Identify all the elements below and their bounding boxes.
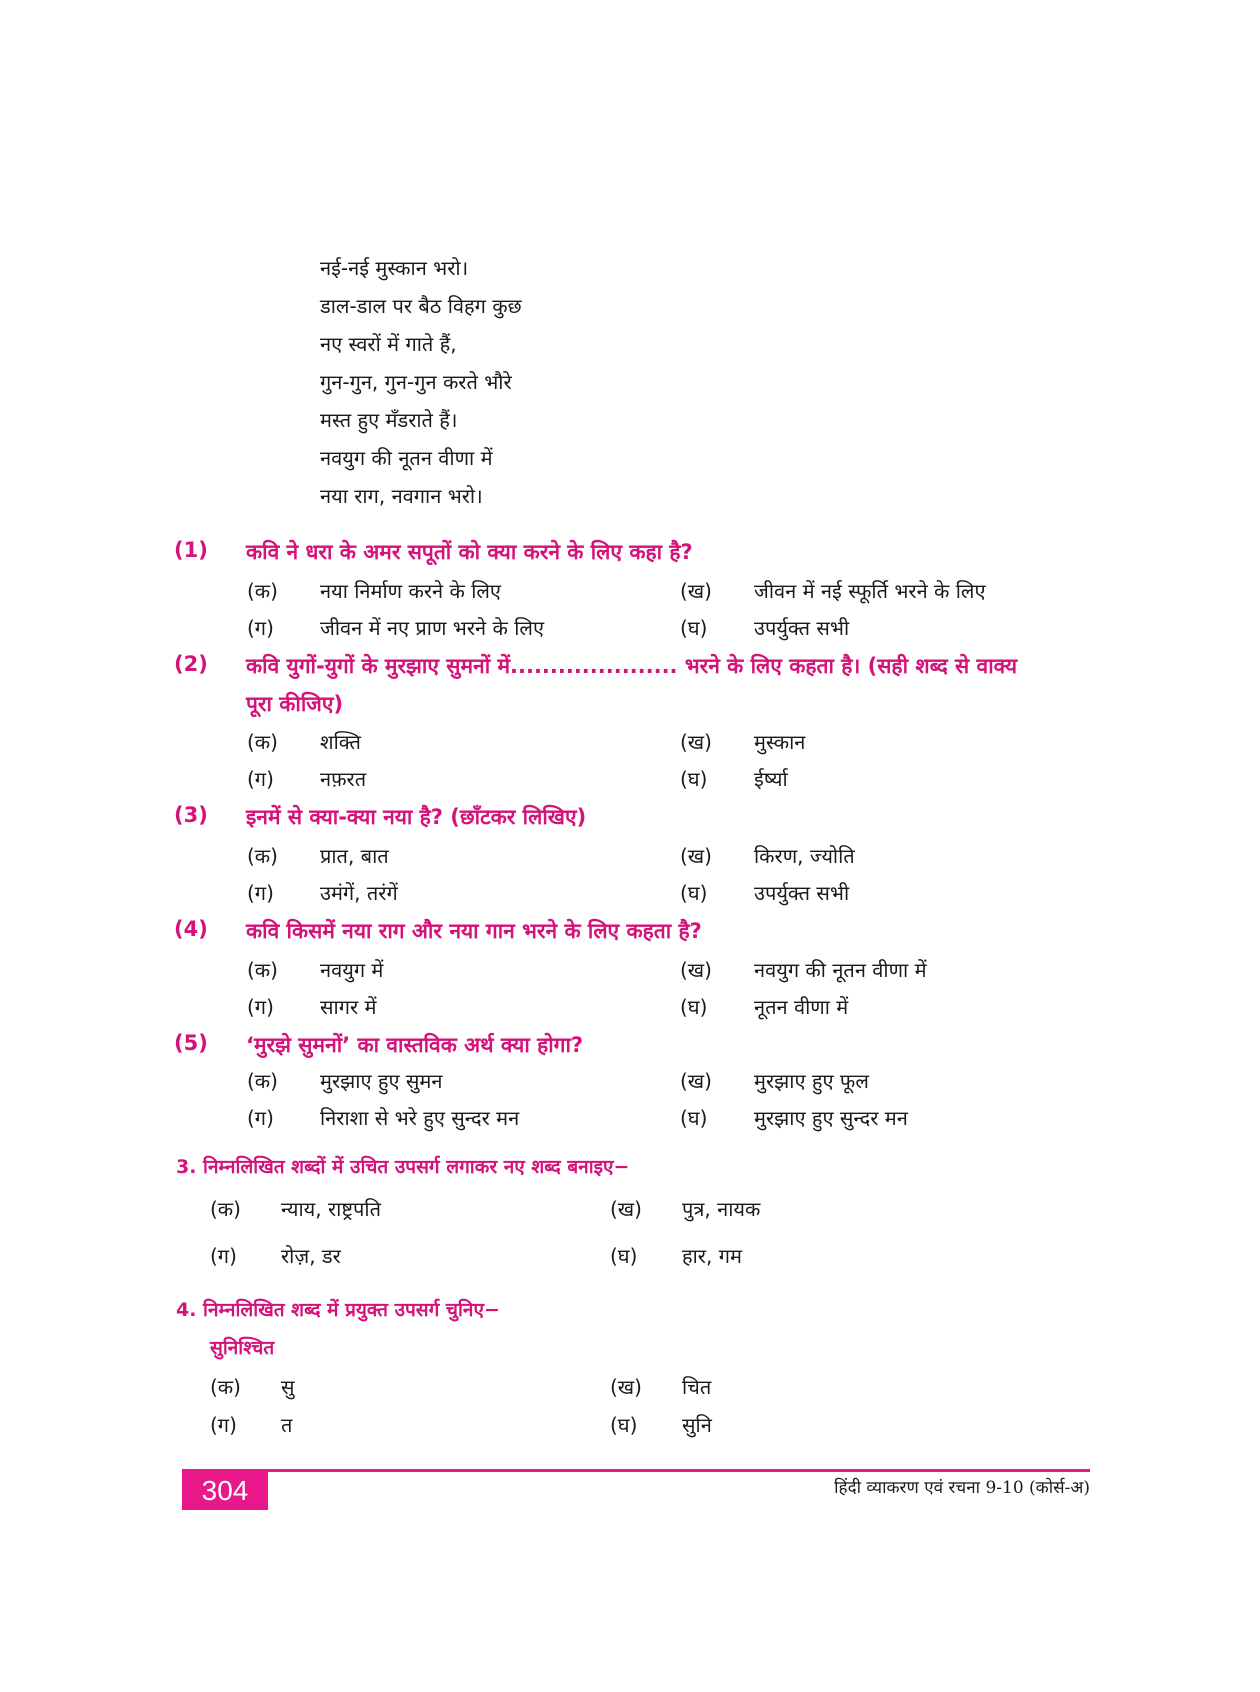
question-number: (2): [174, 652, 208, 676]
section-4-title: 4. निम्नलिखित शब्द में प्रयुक्त उपसर्ग चुनिए−: [176, 1299, 500, 1321]
option-text: उमंगें, तरंगें: [320, 881, 398, 905]
option-text: चित: [682, 1375, 712, 1399]
option-label: (ख): [680, 844, 712, 868]
option-label: (क): [210, 1197, 241, 1221]
section-3-title: 3. निम्नलिखित शब्दों में उचित उपसर्ग लगाकर नए शब्द बनाइए−: [176, 1156, 630, 1178]
option-label: (क): [247, 958, 278, 982]
poem-line: नया राग, नवगान भरो।: [320, 484, 483, 508]
option-label: (क): [247, 579, 278, 603]
poem-line: गुन-गुन, गुन-गुन करते भौरे: [320, 370, 512, 394]
poem-line: मस्त हुए मँडराते हैं।: [320, 408, 458, 432]
option-text: त: [281, 1413, 293, 1437]
question-number: (4): [174, 917, 208, 941]
option-text: मुरझाए हुए सुन्दर मन: [754, 1106, 908, 1130]
option-text: नया निर्माण करने के लिए: [320, 579, 501, 603]
option-label: (घ): [680, 995, 708, 1019]
option-label: (घ): [610, 1413, 638, 1437]
option-text: मुस्कान: [754, 730, 806, 754]
option-text: शक्ति: [320, 730, 361, 754]
option-label: (ग): [247, 881, 274, 905]
option-text: पुत्र, नायक: [682, 1197, 761, 1221]
question-text: कवि किसमें नया राग और नया गान भरने के लिए कहता है?: [246, 919, 702, 943]
question-number: (3): [174, 803, 208, 827]
option-text: किरण, ज्योति: [754, 844, 855, 868]
option-label: (क): [210, 1375, 241, 1399]
option-label: (ग): [247, 995, 274, 1019]
option-label: (ग): [210, 1244, 237, 1268]
option-text: मुरझाए हुए सुमन: [320, 1069, 443, 1093]
option-label: (क): [247, 730, 278, 754]
page-number: 304: [182, 1472, 268, 1510]
option-label: (घ): [610, 1244, 638, 1268]
option-label: (क): [247, 1069, 278, 1093]
question-text: कवि ने धरा के अमर सपूतों को क्या करने के लिए कहा है?: [246, 540, 693, 564]
option-label: (ख): [610, 1375, 642, 1399]
option-label: (ग): [247, 767, 274, 791]
question-number: (5): [174, 1031, 208, 1055]
question-text: इनमें से क्या-क्या नया है? (छाँटकर लिखिए): [246, 805, 587, 829]
poem-line: नवयुग की नूतन वीणा में: [320, 446, 493, 470]
footer-rule: [182, 1469, 1090, 1472]
section-4-word: सुनिश्चित: [210, 1337, 275, 1359]
poem-line: नए स्वरों में गाते हैं,: [320, 332, 457, 356]
option-label: (ग): [210, 1413, 237, 1437]
option-label: (ग): [247, 1106, 274, 1130]
option-text: जीवन में नई स्फूर्ति भरने के लिए: [754, 579, 986, 603]
option-text: निराशा से भरे हुए सुन्दर मन: [320, 1106, 520, 1130]
question-text: कवि युगों-युगों के मुरझाए सुमनों में..................... भरने के लिए कहता है। (सही शब्द से वाक्य: [246, 654, 1018, 678]
option-label: (ख): [680, 958, 712, 982]
option-text: नवयुग में: [320, 958, 384, 982]
option-text: प्रात, बात: [320, 844, 389, 868]
option-text: उपर्युक्त सभी: [754, 881, 850, 905]
option-text: नूतन वीणा में: [754, 995, 849, 1019]
option-label: (घ): [680, 616, 708, 640]
option-text: सुनि: [682, 1413, 712, 1437]
option-text: सु: [281, 1375, 295, 1399]
option-label: (घ): [680, 881, 708, 905]
option-text: हार, गम: [682, 1244, 742, 1268]
poem-line: डाल-डाल पर बैठ विहग कुछ: [320, 294, 522, 318]
option-text: उपर्युक्त सभी: [754, 616, 850, 640]
option-text: नवयुग की नूतन वीणा में: [754, 958, 927, 982]
question-number: (1): [174, 538, 208, 562]
option-text: जीवन में नए प्राण भरने के लिए: [320, 616, 545, 640]
option-label: (ख): [680, 1069, 712, 1093]
option-label: (ग): [247, 616, 274, 640]
option-text: रोज़, डर: [281, 1244, 341, 1268]
option-text: ईर्ष्या: [754, 767, 788, 791]
option-label: (ख): [680, 579, 712, 603]
option-text: सागर में: [320, 995, 377, 1019]
poem-line: नई-नई मुस्कान भरो।: [320, 256, 469, 280]
question-text-continued: पूरा कीजिए): [246, 692, 344, 716]
option-label: (ख): [680, 730, 712, 754]
option-label: (घ): [680, 767, 708, 791]
option-label: (घ): [680, 1106, 708, 1130]
option-label: (ख): [610, 1197, 642, 1221]
option-text: मुरझाए हुए फूल: [754, 1069, 869, 1093]
option-label: (क): [247, 844, 278, 868]
option-text: नफ़रत: [320, 767, 367, 791]
question-text: ‘मुरझे सुमनों’ का वास्तविक अर्थ क्या होगा?: [246, 1033, 584, 1057]
option-text: न्याय, राष्ट्रपति: [281, 1197, 381, 1221]
book-title: हिंदी व्याकरण एवं रचना 9-10 (कोर्स-अ): [834, 1478, 1090, 1498]
